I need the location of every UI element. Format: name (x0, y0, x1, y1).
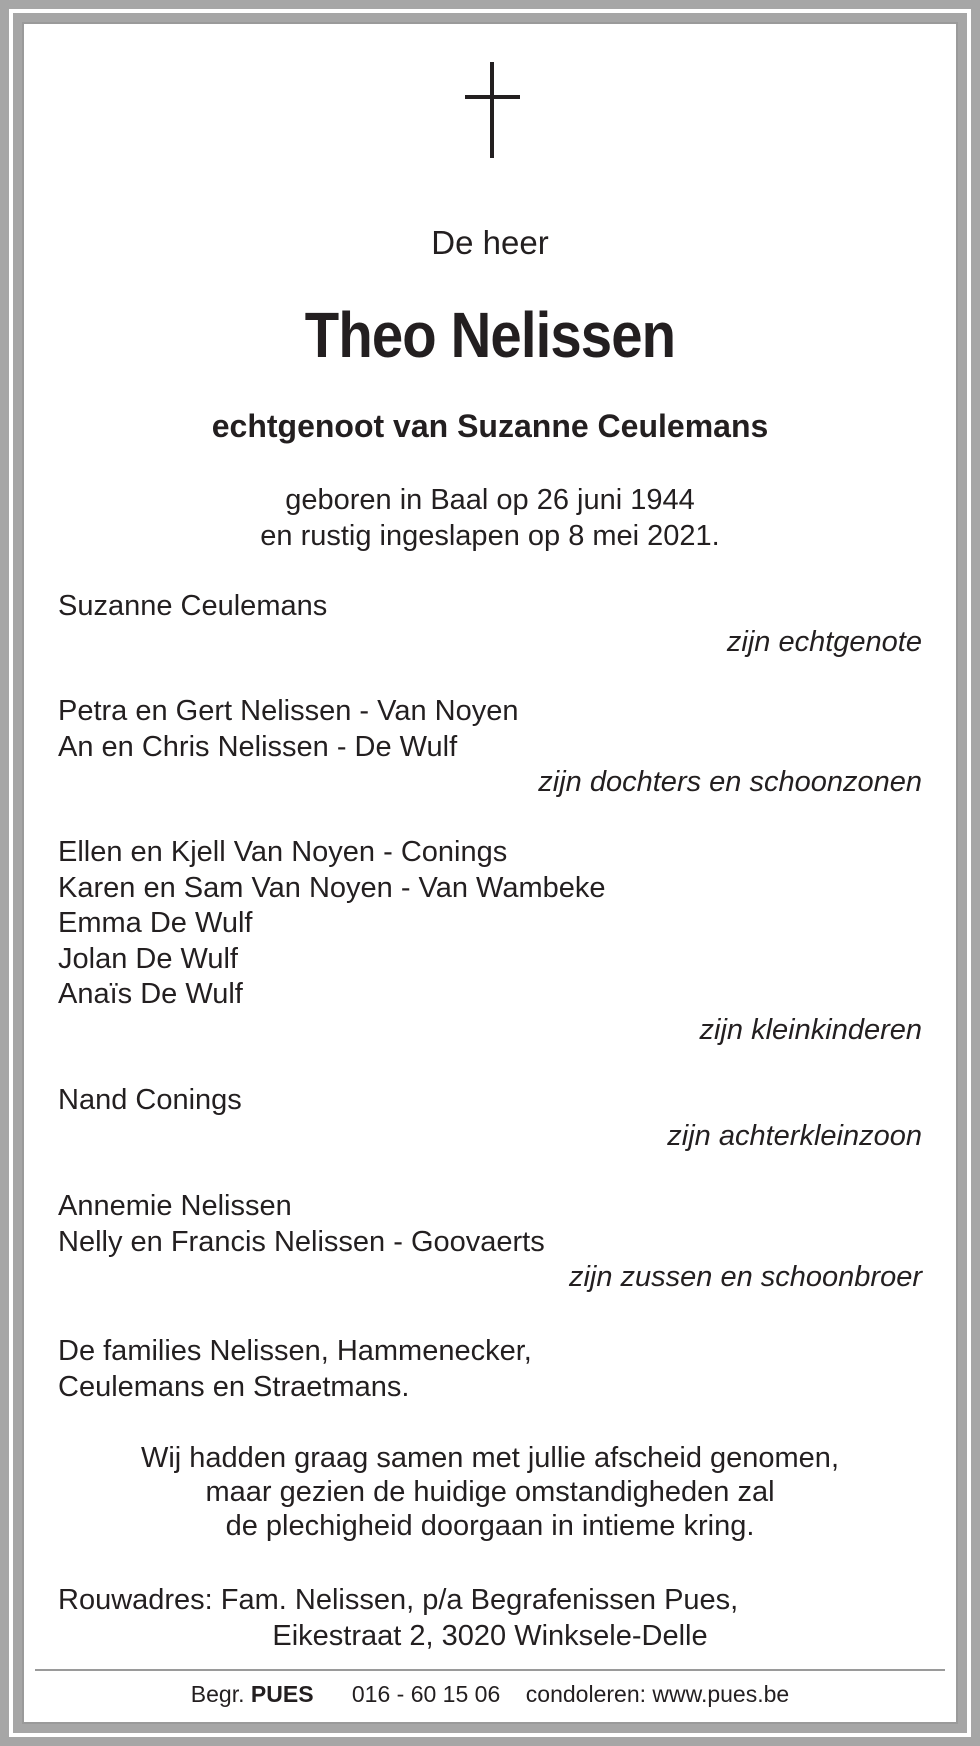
relative-group (58, 1189, 922, 1296)
relative-name: Anaïs De Wulf (58, 978, 243, 1010)
relative-name: Nelly en Francis Nelissen - Goovaerts (58, 1225, 545, 1258)
death-line: en rustig ingeslapen op 8 mei 2021. (260, 520, 720, 552)
cross-icon (465, 62, 520, 158)
relation-label: zijn zussen en schoonbroer (568, 1261, 922, 1293)
relative-group (58, 835, 922, 1048)
relative-group (58, 589, 922, 660)
footer-condolences[interactable]: condoleren: www.pues.be (525, 1681, 790, 1707)
relative-name: An en Chris Nelissen - De Wulf (58, 730, 458, 763)
footer-brand: PUES (250, 1681, 314, 1707)
birth-line: geboren in Baal op 26 juni 1944 (285, 484, 695, 516)
relative-name: Jolan De Wulf (58, 942, 238, 975)
message-line: Wij hadden graag samen met jullie afscheid genomen, (140, 1442, 839, 1474)
relative-group (58, 1083, 922, 1154)
spouse-line: echtgenoot van Suzanne Ceulemans (211, 408, 769, 444)
relative-name: Nand Conings (58, 1084, 242, 1116)
message-line: maar gezien de huidige omstandigheden zal (205, 1476, 775, 1508)
relative-name: Annemie Nelissen (58, 1190, 292, 1222)
relative-name: Petra en Gert Nelissen - Van Noyen (58, 695, 519, 727)
footer-divider (35, 1669, 945, 1671)
relative-name: Karen en Sam Van Noyen - Van Wambeke (58, 871, 606, 904)
deceased-name: Theo Nelissen (304, 299, 676, 371)
message-line: de plechigheid doorgaan in intieme kring. (225, 1510, 755, 1542)
dates (0, 482, 980, 554)
relative-name: Suzanne Ceulemans (58, 590, 328, 622)
relation-label: zijn kleinkinderen (699, 1013, 922, 1046)
relative-name: Emma De Wulf (58, 907, 253, 939)
footer-begr: Begr. (190, 1681, 245, 1707)
relative-group (58, 694, 922, 801)
relation-label: zijn echtgenote (726, 625, 922, 658)
address-line: Rouwadres: Fam. Nelissen, p/a Begrafenissen Pues, (58, 1584, 739, 1616)
relation-label: zijn achterkleinzoon (667, 1119, 922, 1152)
mourning-address (0, 1582, 980, 1654)
footer-phone: 016 - 60 15 06 (351, 1681, 501, 1707)
address-line: Eikestraat 2, 3020 Winksele-Delle (272, 1620, 708, 1652)
families (58, 1333, 532, 1405)
relation-label: zijn dochters en schoonzonen (538, 766, 922, 798)
families-line: De families Nelissen, Hammenecker, (58, 1335, 532, 1367)
families-line: Ceulemans en Straetmans. (58, 1371, 410, 1403)
footer (0, 1681, 980, 1708)
relative-name: Ellen en Kjell Van Noyen - Conings (58, 836, 508, 868)
title-prefix: De heer (431, 224, 549, 261)
message (0, 1441, 980, 1543)
